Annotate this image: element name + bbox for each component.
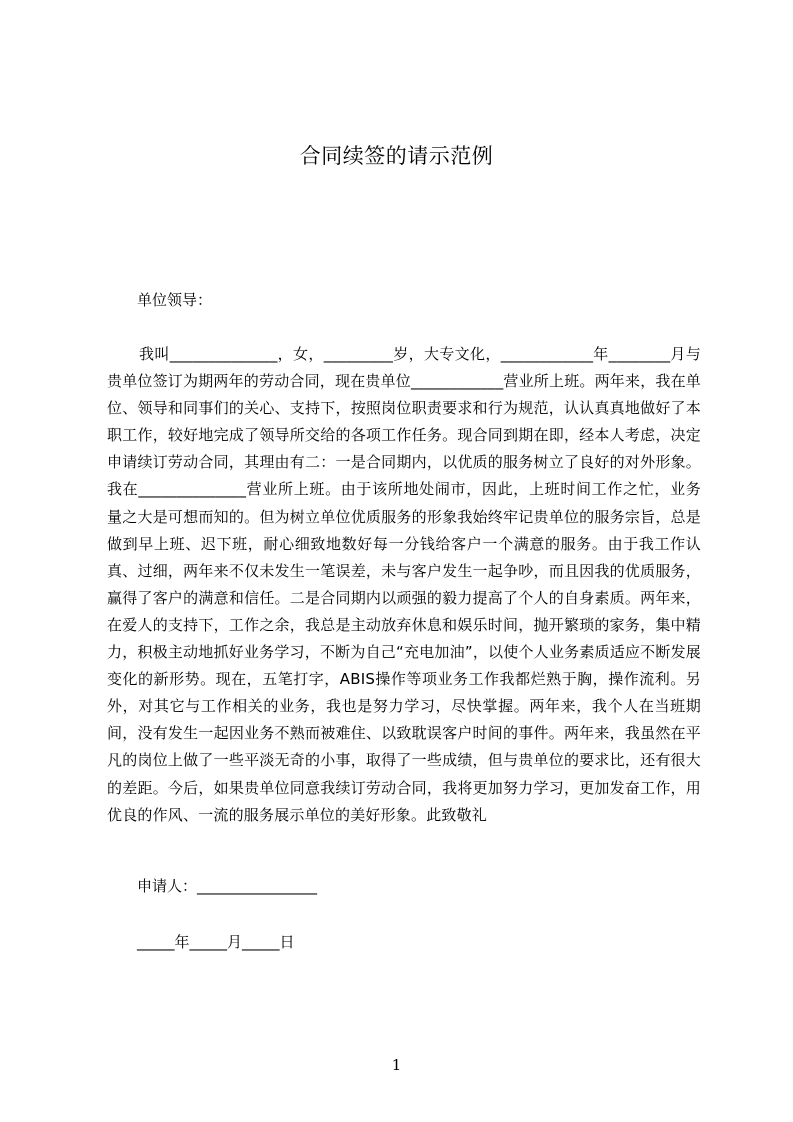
body-paragraph: 我叫______________，女，_________岁，大专文化，____________年________月与贵单位签订为期两年的劳动合同，现在贵单位____________营业所上班。两年来，我在单位、领导和同事们的关心、支持下，按照岗位职责要求和行为规范，认认真真地做好了本职工作，较好地完成了领导所交给的各项工作任务。现合同到期在即，经本人考虑，决定申请续订劳动合同，其理由有二：一是合同期内，以优质的服务树立了良好的对外形象。我在______________营业所上班。由于该所地处闹市，因此，上班时间工作之忙，业务量之大是可想而知的。但为树立单位优质服务的形象我始终牢记贵单位的服务宗旨，总是做到早上班、迟下班，耐心细致地数好每一分钱给客户一个满意的服务。由于我工作认真、过细，两年来不仅未发生一笔误差，未与客户发生一起争吵，而且因我的优质服务，赢得了客户的满意和信任。二是合同期内以顽强的毅力提高了个人的自身素质。两年来，在爱人的支持下，工作之余，我总是主动放弃休息和娱乐时间，抛开繁琐的家务，集中精力，积极主动地抓好业务学习，不断为自己“充电加油”，以使个人业务素质适应不断发展变化的新形势。现在，五笔打字，ABIS操作等项业务工作我都烂熟于胸，操作流利。另外，对其它与工作相关的业务，我也是努力学习，尽快掌握。两年来，我个人在当班期间，没有发生一起因业务不熟而被难住、以致耽误客户时间的事件。两年来，我虽然在平凡的岗位上做了一些平淡无奇的小事，取得了一些成绩，但与贵单位的要求比，还有很大的差距。今后，如果贵单位同意我续订劳动合同，我将更加努力学习，更加发奋工作，用优良的作风、一流的服务展示单位的美好形象。此致敬礼 bbox=[107, 345, 702, 824]
applicant-signature-line: 申请人：________________ bbox=[137, 877, 318, 895]
salutation: 单位领导： bbox=[137, 291, 213, 309]
date-line: _____年_____月_____日 bbox=[137, 933, 295, 951]
page-number: 1 bbox=[391, 1056, 402, 1074]
document-title: 合同续签的请示范例 bbox=[299, 144, 494, 168]
